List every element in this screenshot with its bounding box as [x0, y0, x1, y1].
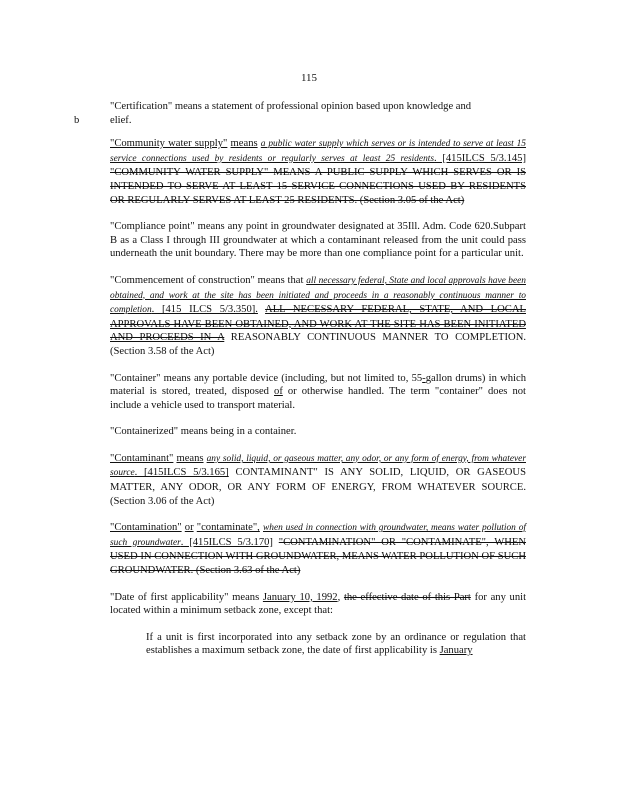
means-word: means	[230, 138, 258, 150]
definition-text: means being in a container.	[180, 426, 297, 438]
definition-compliance-point	[110, 220, 526, 261]
definition-text: means any point in groundwater designated at 35Ill. Adm. Code 620.Subpart B as a Class I through III groundwater at which a contaminant released from the unit could pass underneath the unit boundary. There may be more than one compliance point for a particular unit.	[110, 221, 526, 260]
definition-container	[110, 372, 526, 413]
page-number: 115	[300, 72, 318, 84]
means-word: means	[232, 591, 260, 603]
term-container: "Container"	[110, 372, 161, 384]
deleted-text: "CONTAMINATION" OR "CONTAMINATE", WHEN USED IN CONNECTION WITH GROUNDWATER, MEANS WATER POLLUTION OF SUCH GROUNDWATER. (Section 3.63 of the Act)	[110, 536, 527, 577]
definition-containerized	[110, 425, 526, 439]
inserted-date: January 10, 1992	[262, 591, 338, 603]
definition-contamination	[110, 521, 526, 577]
definition-text: for any unit located within a minimum setback zone, except that:	[110, 591, 527, 617]
deleted-text: the effective date of this Part	[343, 591, 471, 603]
remaining-text: CONTAMINANT" IS ANY SOLID, LIQUID, OR GASEOUS MATTER, ANY ODOR, OR ANY FORM OF ENERGY, FROM WHATEVER SOURCE. (Section 3.06 of the Act)	[110, 467, 526, 507]
citation: . [415ILCS 5/3.170]	[180, 536, 273, 548]
exception-text: If a unit is first incorporated into any setback zone by an ordinance or regulation that establishes a maximum setback zone, the date of first applicability is	[146, 631, 526, 657]
term-containerized: "Containerized"	[110, 426, 179, 438]
definition-commencement-of-construction	[110, 274, 526, 359]
deleted-text: ALL NECESSARY FEDERAL, STATE, AND LOCAL APPROVALS HAVE BEEN OBTAINED, AND WORK AT THE SITE HAS BEEN INITIATED AND PROCEEDS IN A	[110, 304, 526, 344]
citation: . [415ILCS 5/3.145]	[434, 152, 526, 164]
inserted-january: January	[439, 645, 473, 657]
deleted-text: "COMMUNITY WATER SUPPLY" MEANS A PUBLIC SUPPLY WHICH SERVES OR IS INTENDED TO SERVE AT LEAST 15 SERVICE CONNECTIONS USED BY RESIDENTS OR REGULARLY SERVES AT LEAST 25 RESIDENTS. (Section 3.05 of the Act)	[110, 167, 526, 206]
definition-contaminant	[110, 452, 526, 508]
comma: ,	[337, 591, 341, 603]
inserted-dash: -	[422, 372, 426, 384]
document-body	[74, 100, 527, 658]
new-statutory-text: a public water supply which serves or is intended to serve at least 15 service connections used by residents or regularly serves at least 25 residents	[110, 139, 526, 164]
citation: . [415ILCS 5/3.165]	[134, 467, 229, 479]
inserted-of: of	[274, 386, 283, 398]
citation: . [415 ILCS 5/3.350].	[151, 304, 258, 316]
new-statutory-text: when used in connection with groundwater, means water pollution of such groundwater	[110, 523, 526, 548]
term-contaminant: "Contaminant"	[110, 452, 174, 464]
definition-text: means a statement of professional opinion based upon knowledge and	[174, 101, 472, 112]
definition-text: gallon drums) in which material is stored, treated, disposed	[110, 372, 526, 398]
definition-date-of-first-applicability	[110, 591, 526, 618]
new-statutory-text: any solid, liquid, or gaseous matter, any odor, or any form of energy, from whatever source	[110, 453, 526, 479]
remaining-text: REASONABLY CONTINUOUS MANNER TO COMPLETION. (Section 3.58 of the Act)	[110, 332, 526, 357]
term-community-water-supply: "Community water supply"	[110, 138, 228, 150]
term-commencement: "Commencement of construction"	[110, 274, 255, 286]
means-that: means that	[257, 274, 304, 286]
term-contamination: "Contamination"	[110, 522, 182, 534]
or-word: or	[184, 522, 194, 534]
term-compliance-point: "Compliance point"	[110, 221, 195, 233]
term-date-first-applicability: "Date of first applicability"	[110, 591, 229, 603]
definition-text: means any portable device (including, but not limited to, 55	[163, 372, 423, 384]
means-word: means	[176, 452, 204, 464]
term-certification: "Certification"	[110, 101, 173, 112]
new-statutory-text: all necessary federal, State and local approvals have been obtained, and work at the site has been initiated and proceeds in a reasonably continuous manner to completion	[110, 275, 526, 316]
definition-certification	[74, 100, 526, 127]
orphan-letter: b	[74, 114, 80, 126]
definition-text-continued: elief.	[110, 114, 132, 126]
subparagraph-exception	[146, 631, 526, 658]
definition-text: or otherwise handled. The term "container" does not include a vehicle used to transport material.	[110, 386, 526, 411]
definition-community-water-supply	[110, 137, 526, 207]
term-contaminate: "contaminate",	[196, 522, 260, 534]
